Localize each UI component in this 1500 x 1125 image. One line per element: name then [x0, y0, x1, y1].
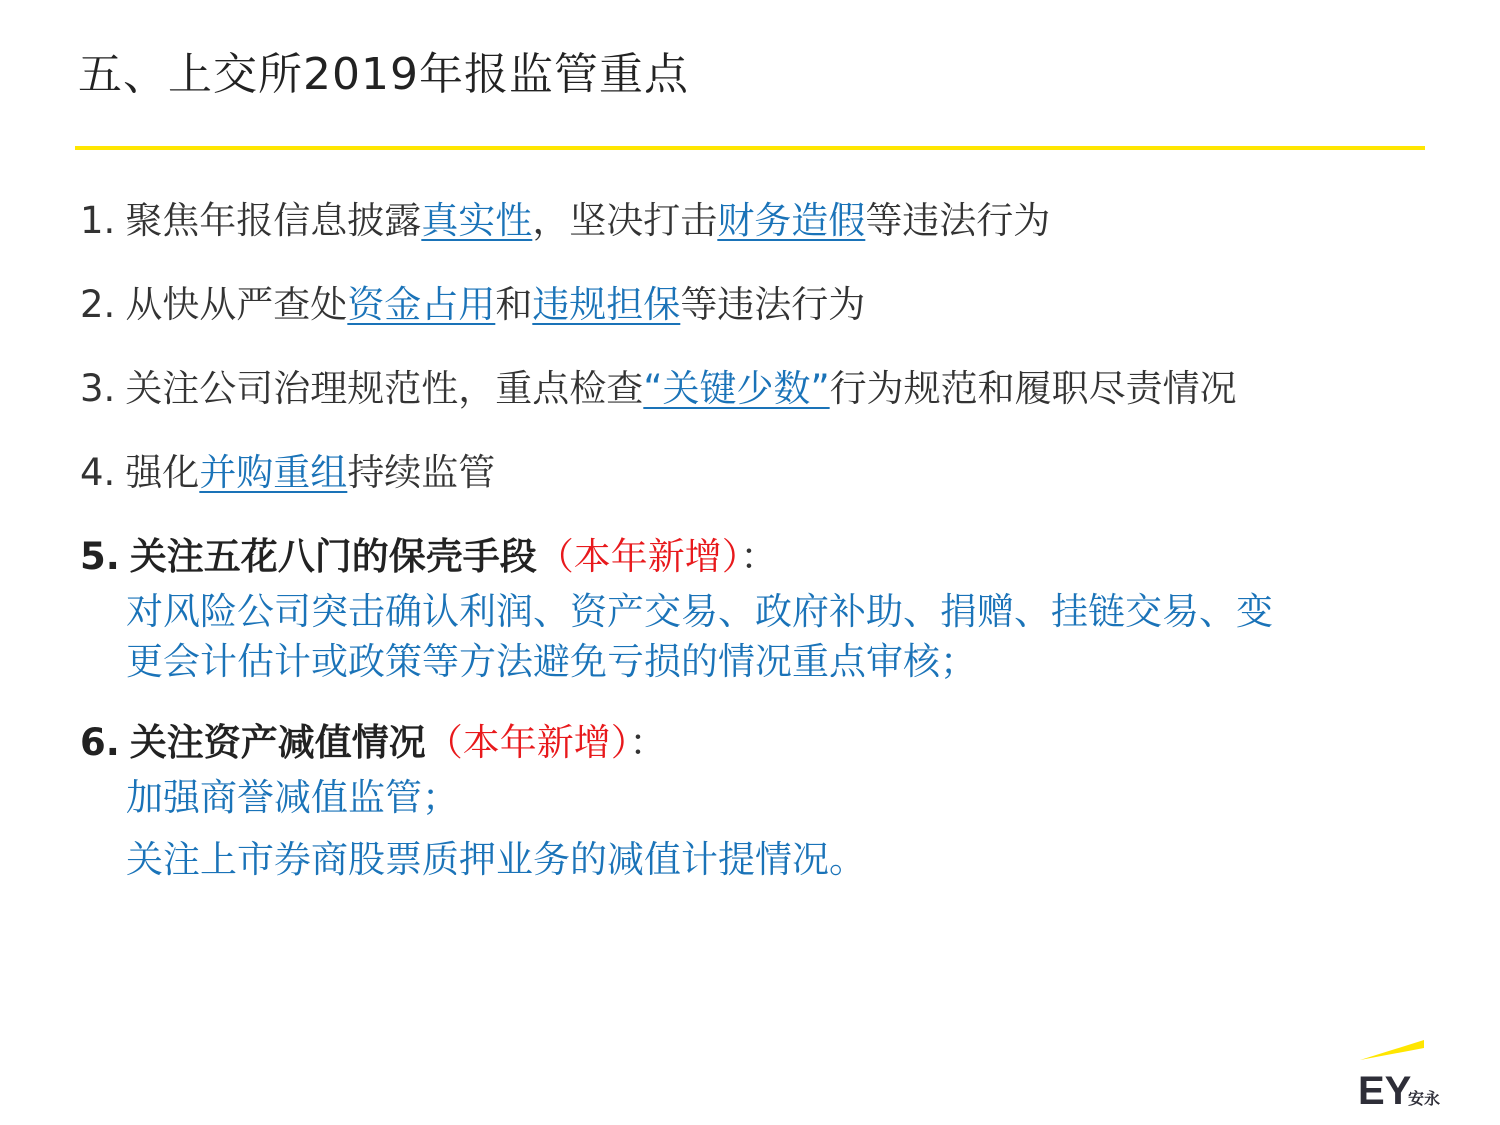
- item-text: 行为规范和履职尽责情况: [829, 367, 1237, 410]
- item-text: 聚焦年报信息披露: [125, 199, 422, 242]
- list-item-1: [80, 195, 1440, 247]
- item-number: 3.: [80, 367, 116, 410]
- list-item-3: [80, 363, 1440, 415]
- link-authenticity[interactable]: 真实性: [421, 199, 533, 242]
- detail-line: 关注上市券商股票质押业务的减值计提情况。: [126, 838, 866, 881]
- item-text: ，坚决打击: [532, 199, 718, 242]
- item-heading: [80, 717, 1440, 769]
- item-number: 2.: [80, 283, 116, 326]
- ey-brand-cn: 安永: [1408, 1089, 1441, 1108]
- new-tag: （本年新增）: [536, 535, 741, 578]
- detail-line: 对风险公司突击确认利润、资产交易、政府补助、捐赠、挂链交易、变: [126, 590, 1273, 633]
- list-item-5: [80, 531, 1440, 687]
- link-financial-fraud[interactable]: 财务造假: [717, 199, 866, 242]
- item-number: 6.: [80, 721, 120, 764]
- item-text: 从快从严查处: [125, 283, 348, 326]
- item-number: 4.: [80, 451, 116, 494]
- item-heading: [80, 531, 1440, 583]
- item-text: 和: [495, 283, 533, 326]
- link-mergers-acquisitions[interactable]: 并购重组: [199, 451, 348, 494]
- link-fund-occupation[interactable]: 资金占用: [347, 283, 496, 326]
- ey-brand: EY: [1358, 1069, 1412, 1111]
- item-number: 5.: [80, 535, 120, 578]
- item-text: 强化: [125, 451, 200, 494]
- content-list: [80, 195, 1440, 915]
- item-text: 关注公司治理规范性，重点检查: [125, 367, 644, 410]
- item-heading-text: 关注资产减值情况: [129, 721, 426, 764]
- item-details: [80, 587, 1426, 687]
- new-tag: （本年新增）: [425, 721, 630, 764]
- item-text: 等违法行为: [680, 283, 866, 326]
- item-text: 持续监管: [347, 451, 496, 494]
- item-heading-text: 关注五花八门的保壳手段: [129, 535, 537, 578]
- link-illegal-guarantee[interactable]: 违规担保: [532, 283, 681, 326]
- list-item-6: [80, 717, 1440, 885]
- item-colon: ：: [629, 721, 667, 764]
- list-item-2: [80, 279, 1440, 331]
- page-title: 五、上交所2019年报监管重点: [78, 49, 689, 100]
- ey-beam-icon: [1360, 1040, 1424, 1060]
- item-number: 1.: [80, 199, 116, 242]
- detail-line: 更会计估计或政策等方法避免亏损的情况重点审核；: [126, 640, 977, 683]
- item-details: [80, 773, 1426, 885]
- detail-line: 加强商誉减值监管；: [126, 776, 459, 819]
- link-key-minority[interactable]: “关键少数”: [643, 367, 830, 410]
- ey-logo: [1356, 1036, 1446, 1111]
- title-divider: [75, 146, 1425, 150]
- item-text: 等违法行为: [865, 199, 1051, 242]
- item-colon: ：: [740, 535, 778, 578]
- list-item-4: [80, 447, 1440, 499]
